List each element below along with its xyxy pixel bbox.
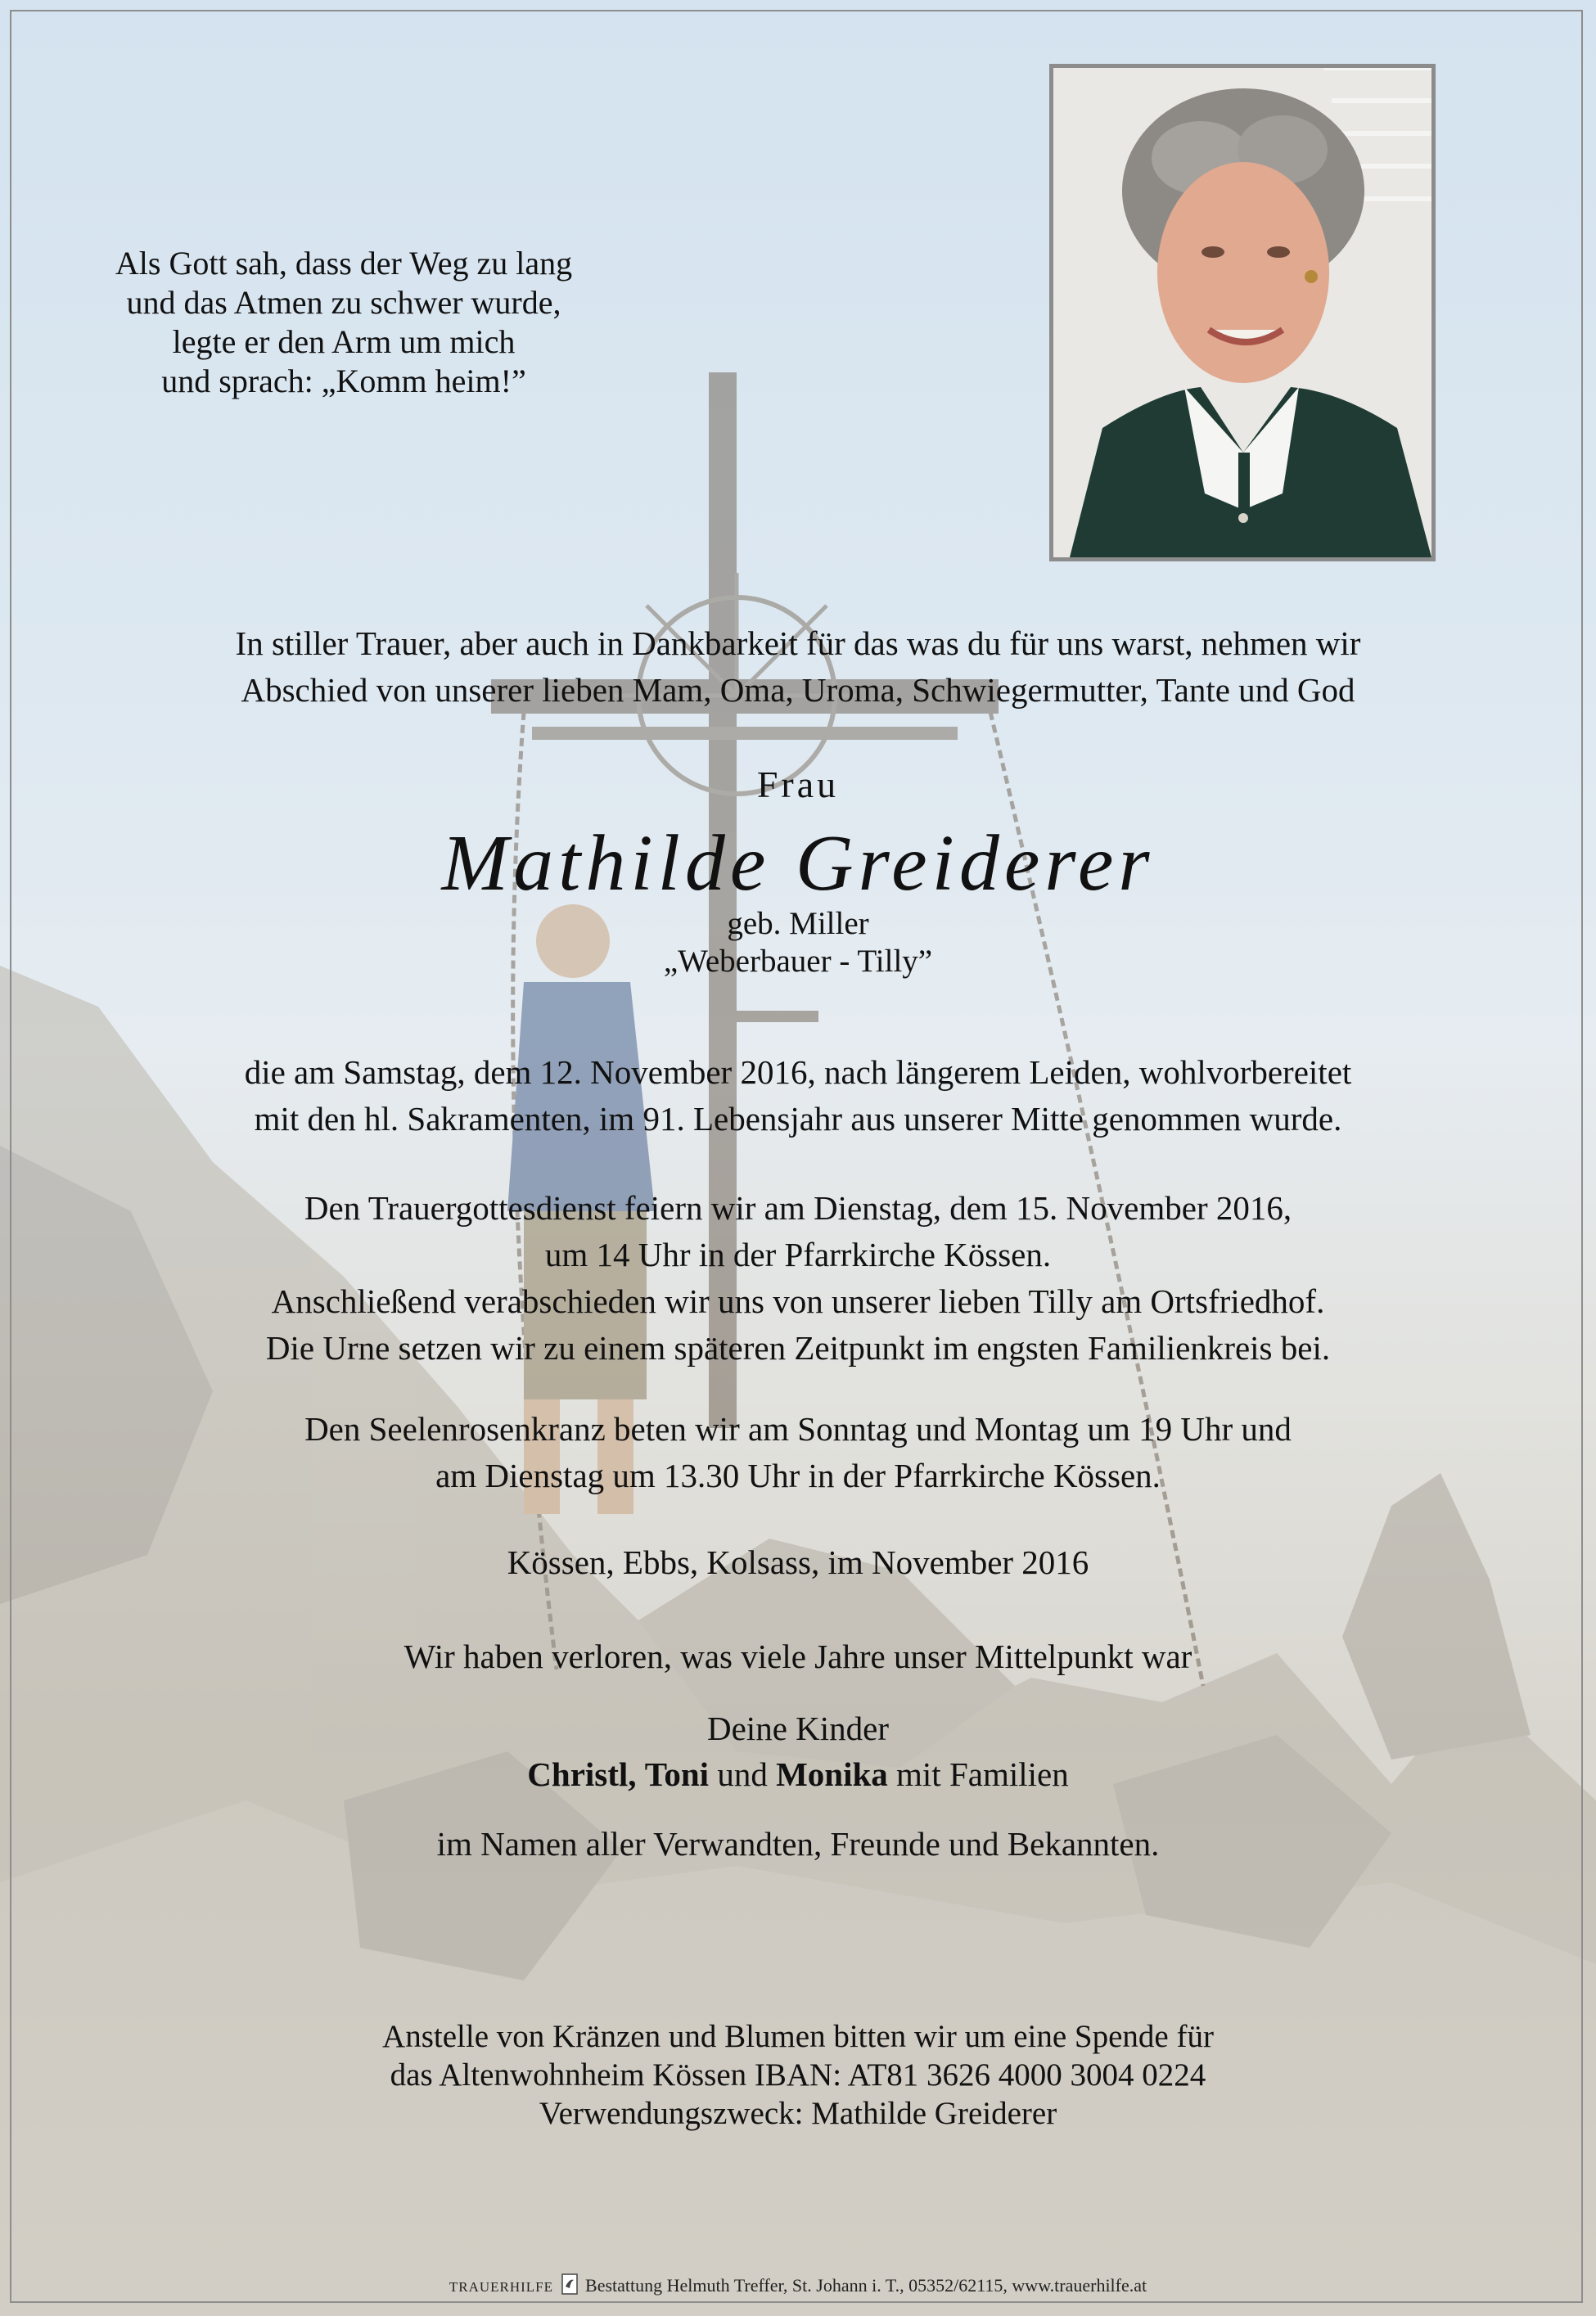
closing-line: Wir haben verloren, was viele Jahre unser Mittelpunkt war — [404, 1638, 1192, 1675]
footer — [0, 2273, 1596, 2300]
mourners-heading: Deine Kinder — [707, 1710, 889, 1747]
portrait-photo — [1049, 64, 1436, 561]
rosary-line: am Dienstag um 13.30 Uhr in der Pfarrkirche Kössen. — [435, 1457, 1161, 1494]
mourner-name: Toni — [644, 1755, 710, 1793]
footer-text: Bestattung Helmuth Treffer, St. Johann i. T., 05352/62115, www.trauerhilfe.at — [585, 2275, 1147, 2296]
mourner-suffix: mit Familien — [896, 1755, 1069, 1793]
donation-line: Verwendungszweck: Mathilde Greiderer — [539, 2096, 1057, 2131]
rosary-info — [0, 1406, 1596, 1499]
nickname: „Weberbauer - Tilly” — [663, 944, 933, 979]
death-notice — [0, 1049, 1596, 1142]
funeral-line: Die Urne setzen wir zu einem späteren Zeitpunkt im engsten Familienkreis bei. — [265, 1329, 1331, 1367]
cross-lower-sign — [720, 1011, 818, 1022]
funeral-line: Anschließend verabschieden wir uns von unserer lieben Tilly am Ortsfriedhof. — [271, 1282, 1325, 1320]
verse-line: und sprach: „Komm heim!” — [161, 363, 526, 399]
deceased-name: Mathilde Greiderer — [441, 819, 1155, 908]
funeral-info — [0, 1185, 1596, 1372]
funeral-line: um 14 Uhr in der Pfarrkirche Kössen. — [544, 1236, 1052, 1273]
verse-line: legte er den Arm um mich — [172, 323, 516, 360]
place-date: Kössen, Ebbs, Kolsass, im November 2016 — [507, 1543, 1089, 1581]
death-line: die am Samstag, dem 12. November 2016, nach längerem Leiden, wohlvorbereitet — [244, 1053, 1352, 1091]
donation-line: das Altenwohnheim Kössen IBAN: AT81 3626 4000 3004 0224 — [390, 2057, 1206, 2093]
mourner-connector: und — [717, 1755, 768, 1793]
portrait-image — [1053, 68, 1431, 557]
verse-line: und das Atmen zu schwer wurde, — [126, 284, 561, 321]
mourner-name: Monika — [776, 1755, 888, 1793]
footer-brand: TRAUERHILFE — [449, 2279, 554, 2295]
death-line: mit den hl. Sakramenten, im 91. Lebensjahr aus unserer Mitte genommen wurde. — [254, 1100, 1342, 1138]
intro-line: In stiller Trauer, aber auch in Dankbarkeit für das was du für uns warst, nehmen wir — [235, 624, 1361, 662]
mourner-name: Christl, — [527, 1755, 637, 1793]
dove-logo-icon — [561, 2273, 578, 2300]
birth-info — [0, 905, 1596, 980]
verse — [115, 244, 573, 401]
funeral-line: Den Trauergottesdienst feiern wir am Dienstag, dem 15. November 2016, — [304, 1189, 1292, 1227]
verse-line: Als Gott sah, dass der Weg zu lang — [115, 245, 573, 282]
intro-text — [0, 620, 1596, 714]
intro-line: Abschied von unserer lieben Mam, Oma, Uroma, Schwiegermutter, Tante und God — [241, 671, 1355, 709]
donation-request — [0, 2017, 1596, 2133]
face — [1157, 162, 1329, 383]
mourners-names — [0, 1751, 1596, 1797]
rosary-line: Den Seelenrosenkranz beten wir am Sonntag und Montag um 19 Uhr und — [304, 1410, 1292, 1448]
donation-line: Anstelle von Kränzen und Blumen bitten wir um eine Spende für — [382, 2019, 1214, 2054]
mourners — [0, 1705, 1596, 1797]
birth-name: geb. Miller — [727, 906, 869, 941]
salutation: Frau — [756, 764, 840, 805]
mourners-others: im Namen aller Verwandten, Freunde und Bekannten. — [436, 1825, 1160, 1863]
